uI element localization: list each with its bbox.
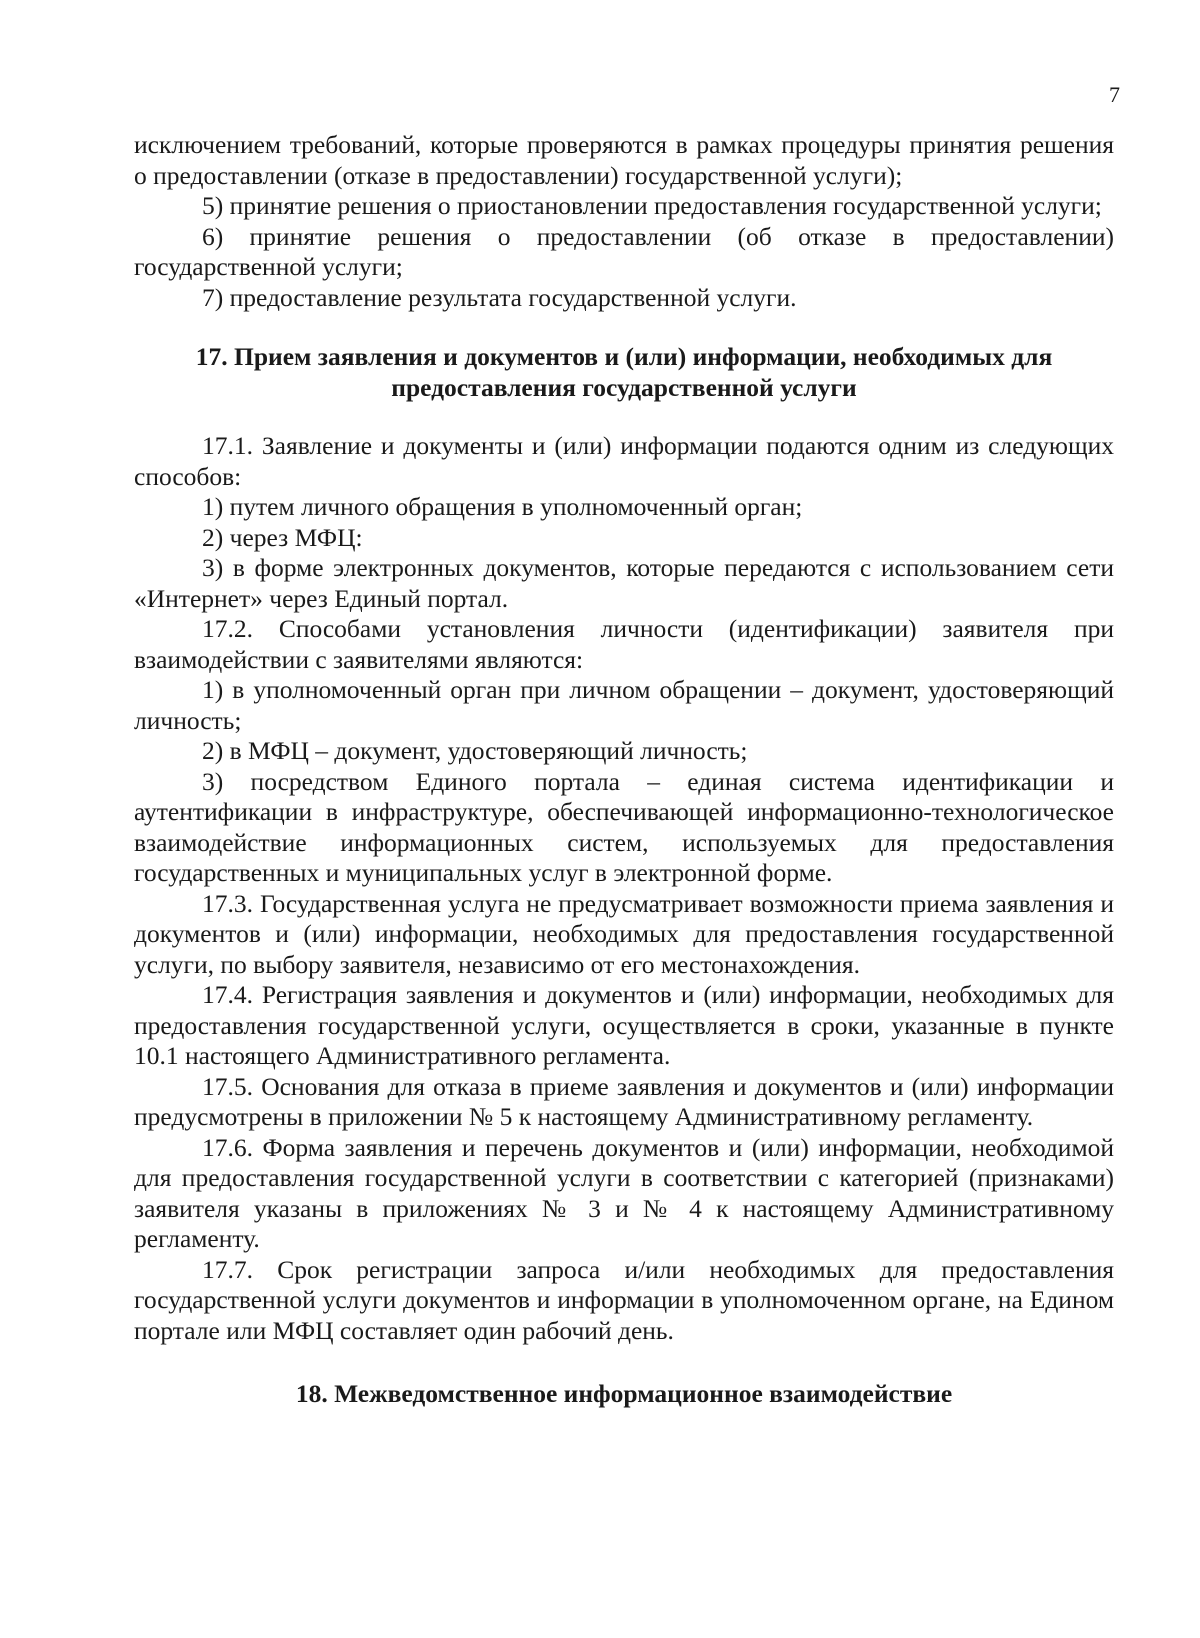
paragraph-continuation: исключением требований, которые проверяются в рамках процедуры принятия решения о предоставлении (отказе в предоставлении) государственной услуги); xyxy=(134,130,1114,190)
list-item: 2) в МФЦ – документ, удостоверяющий личность; xyxy=(202,736,748,765)
list-item: 3) в форме электронных документов, которые передаются с использованием сети «Интернет» через Единый портал. xyxy=(134,553,1114,613)
paragraph-17-4: 17.4. Регистрация заявления и документов и (или) информации, необходимых для предоставления государственной услуги, осуществляется в сроки, указанные в пункте 10.1 настоящего Административного регламента. xyxy=(134,980,1114,1070)
list-item: 1) путем личного обращения в уполномоченный орган; xyxy=(202,492,803,521)
paragraph-17-5: 17.5. Основания для отказа в приеме заявления и документов и (или) информации предусмотрены в приложении № 5 к настоящему Административному регламенту. xyxy=(134,1071,1114,1131)
document-body xyxy=(134,130,1114,1410)
paragraph-17-2: 17.2. Способами установления личности (идентификации) заявителя при взаимодействии с заявителями являются: xyxy=(134,614,1114,674)
paragraph-17-7: 17.7. Срок регистрации запроса и/или необходимых для предоставления государственной услуги документов и информации в уполномоченном органе, на Едином портале или МФЦ составляет один рабочий день. xyxy=(134,1254,1114,1345)
paragraph-17-3: 17.3. Государственная услуга не предусматривает возможности приема заявления и документов и (или) информации, необходимых для предоставления государственной услуги, по выбору заявителя, независимо от его местонахождения. xyxy=(134,888,1114,979)
list-item: 5) принятие решения о приостановлении предоставления государственной услуги; xyxy=(202,191,1102,220)
section-18-heading: 18. Межведомственное информационное взаимодействие xyxy=(295,1379,953,1408)
list-item: 1) в уполномоченный орган при личном обращении – документ, удостоверяющий личность; xyxy=(134,675,1114,735)
list-item: 7) предоставление результата государственной услуги. xyxy=(202,282,797,312)
list-item: 6) принятие решения о предоставлении (об отказе в предоставлении) государственной услуги; xyxy=(134,221,1114,281)
section-17-heading: 17. Прием заявления и документов и (или) информации, необходимых для предоставления государственной услуги xyxy=(195,342,1053,402)
page-number: 7 xyxy=(1109,82,1120,107)
paragraph-17-1: 17.1. Заявление и документы и (или) информации подаются одним из следующих способов: xyxy=(134,431,1114,491)
list-item: 3) посредством Единого портала – единая система идентификации и аутентификации в инфраструктуре, обеспечивающей информационно-технологическое взаимодействие информационных систем, используемых для предоставления государственных и муниципальных услуг в электронной форме. xyxy=(134,766,1114,887)
paragraph-17-6: 17.6. Форма заявления и перечень документов и (или) информации, необходимой для предоставления государственной услуги в соответствии с категорией (признаками) заявителя указаны в приложениях № 3 и № 4 к настоящему Административному регламенту. xyxy=(134,1132,1114,1253)
list-item: 2) через МФЦ: xyxy=(202,522,363,552)
